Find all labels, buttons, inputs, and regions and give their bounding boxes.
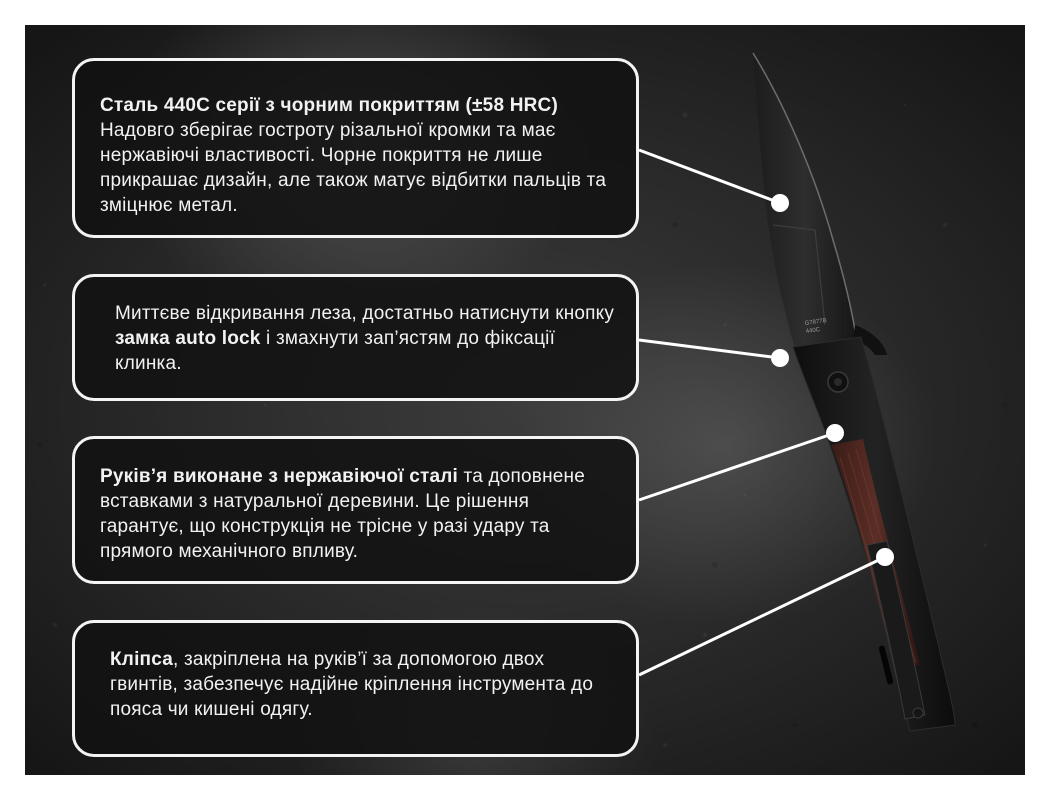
- feature-steel-title: Сталь 440С серії з чорним покриттям (±58 HRC): [100, 95, 558, 116]
- knife-blade: [753, 53, 857, 355]
- feature-lock-text-after: і змахнути зап’ястям до фіксації клинка.: [115, 328, 556, 374]
- feature-steel-text: Надовго зберігає гостроту різальної кромки та має нержавіючі властивості. Чорне покриття не лише прикрашає дизайн, але також матує відбитки пальців та зміцнює метал.: [100, 120, 607, 216]
- feature-lock-bold: замка auto lock: [115, 328, 261, 349]
- product-infographic: [25, 25, 1025, 775]
- feature-handle-text: та доповнене вставками з натуральної деревини. Це рішення гарантує, що конструкція не трісне у разі удару та прямого механічного впливу.: [100, 466, 585, 562]
- blade-marking-line1: G7877B: [804, 317, 828, 327]
- feature-clip-bold: Кліпса: [110, 649, 173, 670]
- feature-clip-text: , закріплена на руків’ї за допомогою двох гвинтів, забезпечує надійне кріплення інструмента до пояса чи кишені одягу.: [110, 649, 594, 720]
- feature-panel-clip: [72, 620, 639, 757]
- feature-panel-steel: [72, 58, 639, 238]
- feature-handle-bold: Руків’я виконане з нержавіючої сталі: [100, 466, 459, 487]
- blade-marking-line2: 440C: [805, 327, 821, 335]
- handle-screw: [913, 708, 923, 718]
- feature-panel-lock: [72, 274, 639, 401]
- feature-lock-text-before: Миттєве відкривання леза, достатньо натиснути кнопку: [115, 303, 615, 324]
- feature-panel-handle: [72, 436, 639, 584]
